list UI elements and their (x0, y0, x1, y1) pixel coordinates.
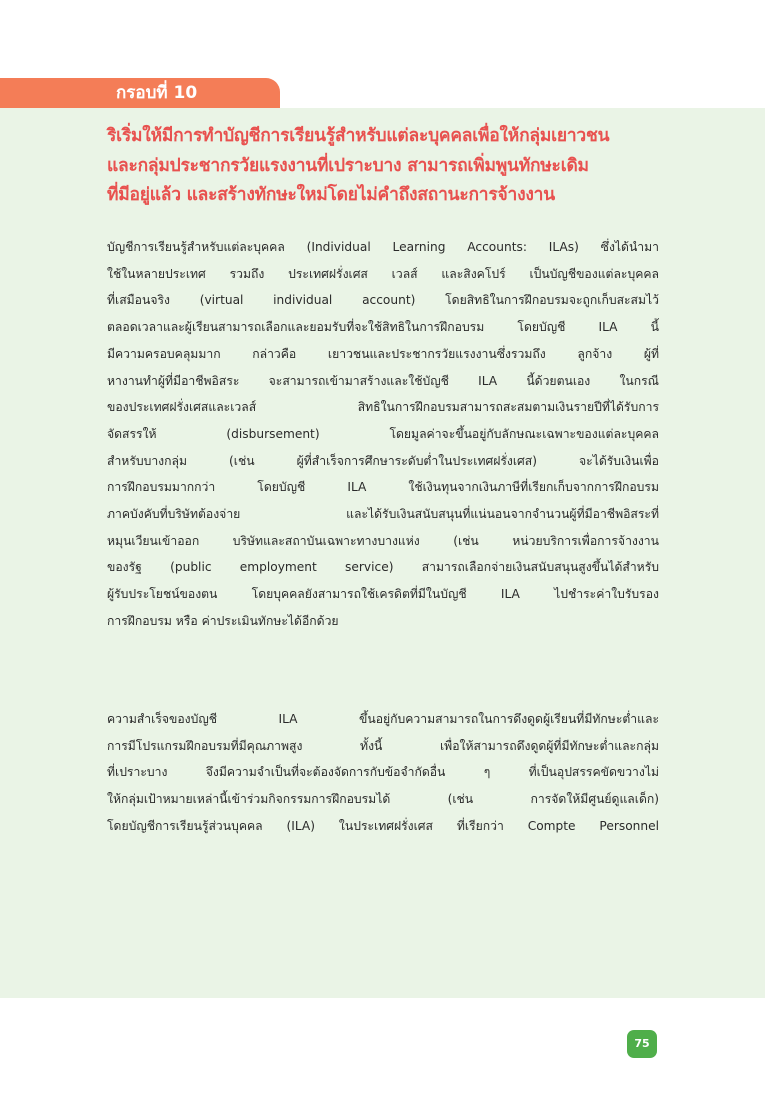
paragraph-line: สำหรับบางกลุ่ม (เช่น ผู้ที่สำเร็จการศึกษาระดับต่ำในประเทศฝรั่งเศส) จะได้รับเงินเพื่อ (107, 453, 659, 468)
paragraph-line: ตลอดเวลาและผู้เรียนสามารถเลือกและยอมรับที่จะใช้สิทธิในการฝึกอบรม โดยบัญชี ILA นี้ (107, 320, 659, 335)
paragraph-line: ความสำเร็จของบัญชี ILA ขึ้นอยู่กับความสามารถในการดึงดูดผู้เรียนที่มีทักษะต่ำและ (107, 712, 659, 726)
paragraph-line: หมุนเวียนเข้าออก บริษัทและสถาบันเฉพาะทางบางแห่ง (เช่น หน่วยบริการเพื่อการจ้างงาน (107, 533, 659, 548)
box-title-line: ที่มีอยู่แล้ว และสร้างทักษะใหม่โดยไม่คำถึงสถานะการจ้างงาน (107, 185, 555, 205)
paragraph-line: บัญชีการเรียนรู้สำหรับแต่ละบุคคล (Individual Learning Accounts: ILAs) ซึ่งได้นำมา (107, 240, 659, 254)
paragraph-line: ผู้รับประโยชน์ของตน โดยบุคคลยังสามารถใช้เครดิตที่มีในบัญชี ILA ไปชำระค่าใบรับรอง (107, 587, 659, 602)
paragraph-line: ให้กลุ่มเป้าหมายเหล่านี้เข้าร่วมกิจกรรมการฝึกอบรมได้ (เช่น การจัดให้มีศูนย์ดูแลเด็ก) (107, 792, 659, 807)
paragraph-line: จัดสรรให้ (disbursement) โดยมูลค่าจะขึ้นอยู่กับลักษณะเฉพาะของแต่ละบุคคล (107, 426, 659, 441)
paragraph-line: ภาคบังคับที่บริษัทต้องจ่าย และได้รับเงินสนับสนุนที่แน่นอนจากจำนวนผู้ที่มีอาชีพอิสระที่ (107, 507, 659, 522)
box-title (107, 122, 662, 211)
box-label-tab: กรอบที่ 10 (0, 78, 280, 108)
paragraph-line: โดยบัญชีการเรียนรู้ส่วนบุคคล (ILA) ในประเทศฝรั่งเศส ที่เรียกว่า Compte Personnel (107, 818, 659, 833)
paragraph-line: ที่เสมือนจริง (virtual individual account) โดยสิทธิในการฝึกอบรมจะถูกเก็บสะสมไว้ (107, 293, 659, 308)
paragraph-ila-success (107, 706, 659, 840)
box-title-line: ริเริ่มให้มีการทำบัญชีการเรียนรู้สำหรับแต่ละบุคคลเพื่อให้กลุ่มเยาวชน (107, 126, 610, 146)
paragraph-line: การฝึกอบรมมากกว่า โดยบัญชี ILA ใช้เงินทุนจากเงินภาษีที่เรียกเก็บจากการฝึกอบรม (107, 480, 659, 495)
paragraph-line: ที่เปราะบาง จึงมีความจำเป็นที่จะต้องจัดการกับข้อจำกัดอื่น ๆ ที่เป็นอุปสรรคขัดขวางไม่ (107, 765, 659, 780)
paragraph-ila-overview (107, 234, 659, 635)
paragraph-line: ของประเทศฝรั่งเศสและเวลส์ สิทธิในการฝึกอบรมสามารถสะสมตามเงินรายปีที่ได้รับการ (107, 400, 659, 415)
page-number-badge: 75 (627, 1030, 657, 1058)
paragraph-line: ของรัฐ (public employment service) สามารถเลือกจ่ายเงินสนับสนุนสูงขึ้นได้สำหรับ (107, 560, 659, 575)
paragraph-line: ใช้ในหลายประเทศ รวมถึง ประเทศฝรั่งเศส เวลส์ และสิงคโปร์ เป็นบัญชีของแต่ละบุคคล (107, 266, 659, 281)
box-title-line: และกลุ่มประชากรวัยแรงงานที่เปราะบาง สามารถเพิ่มพูนทักษะเดิม (107, 155, 589, 176)
paragraph-line: หางานทำผู้ที่มีอาชีพอิสระ จะสามารถเข้ามาสร้างและใช้บัญชี ILA นี้ด้วยตนเอง ในกรณี (107, 373, 659, 388)
paragraph-line: มีความครอบคลุมมาก กล่าวคือ เยาวชนและประชากรวัยแรงงานซึ่งรวมถึง ลูกจ้าง ผู้ที่ (107, 346, 659, 361)
paragraph-line: การฝึกอบรม หรือ ค่าประเมินทักษะได้อีกด้วย (107, 613, 339, 628)
paragraph-line: การมีโปรแกรมฝึกอบรมที่มีคุณภาพสูง ทั้งนี้ เพื่อให้สามารถดึงดูดผู้ที่มีทักษะต่ำและกลุ่ม (107, 738, 659, 753)
